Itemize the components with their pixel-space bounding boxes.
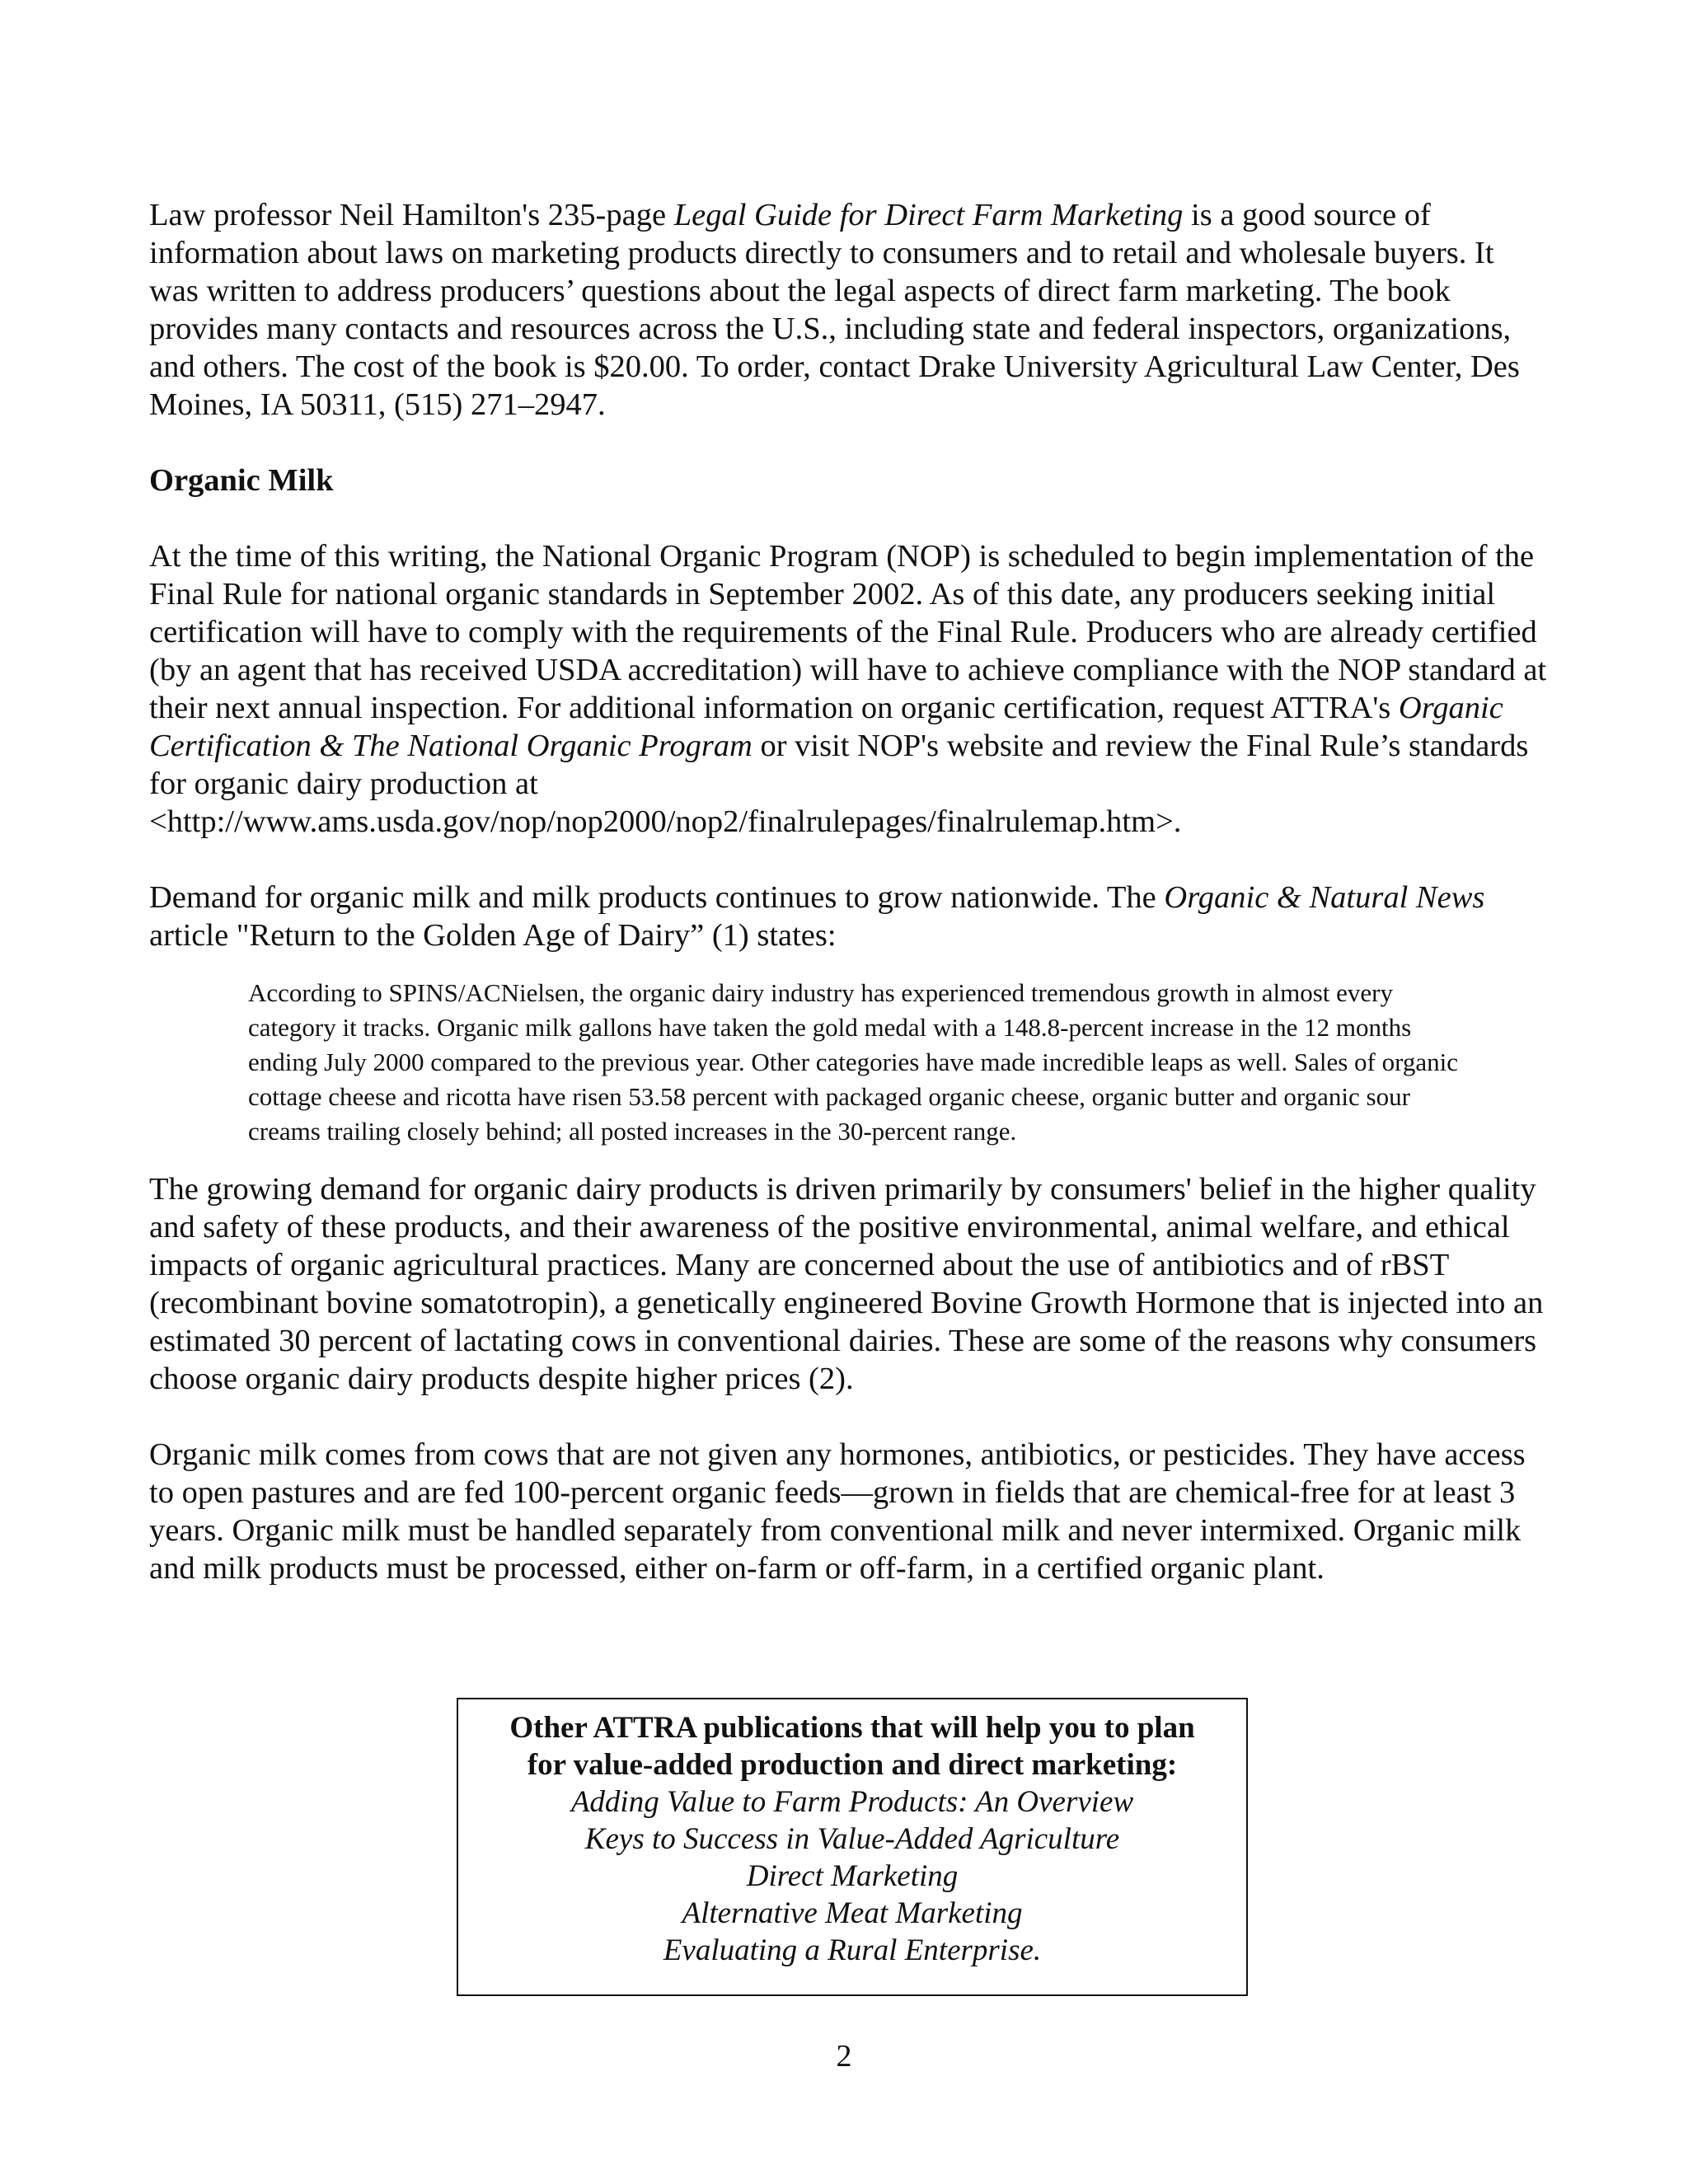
publication-item: Adding Value to Farm Products: An Overview — [570, 1785, 1134, 1819]
book-title: Legal Guide for Direct Farm Marketing — [673, 198, 1184, 232]
paragraph-text: is a good source of information about laws on marketing products directly to consumers and to retail and wholesale buyers. It was written to address producers’ questions about the legal aspects of direct farm marketing. The book provides many contacts and resources across the U.S., including state and federal inspectors, organizations, and others. The cost of the book is $20.00. To order, contact Drake University Agricultural Law Center, Des Moines, IA 50311, (515) 271–2947. — [149, 198, 1520, 422]
publication-item: Alternative Meat Marketing — [682, 1896, 1023, 1930]
page-number: 2 — [836, 2039, 852, 2074]
publication-item: Evaluating a Rural Enterprise. — [663, 1933, 1042, 1967]
box-title-line: Other ATTRA publications that will help you to plan — [509, 1711, 1195, 1745]
box-title-line: for value-added production and direct marketing: — [527, 1748, 1178, 1782]
paragraph-demand — [149, 879, 1550, 954]
paragraph-text: article "Return to the Golden Age of Dairy” (1) states: — [149, 918, 837, 953]
paragraph-text: Law professor Neil Hamilton's 235-page — [149, 198, 674, 232]
paragraph-text: or visit NOP's website and review the Final Rule’s standards for organic dairy production at — [149, 729, 1529, 801]
page-body — [149, 196, 1550, 1587]
nop-url-link[interactable]: <http://www.ams.usda.gov/nop/nop2000/nop2/finalrulepages/finalrulemap.htm>. — [149, 804, 1182, 839]
paragraph-text: At the time of this writing, the National Organic Program (NOP) is scheduled to begin implementation of the Final Rule for national organic standards in September 2002. As of this date, any producers seeking initial certification will have to comply with the requirements of the Final Rule. Producers who are already certified (by an agent that has received USDA accreditation) will have to achieve compliance with the NOP standard at their next annual inspection. For additional information on organic certification, request ATTRA's — [149, 539, 1547, 725]
publication-item: Direct Marketing — [746, 1859, 959, 1893]
paragraph-text: Demand for organic milk and milk products continues to grow nationwide. The — [149, 880, 1165, 915]
paragraph-growing-demand: The growing demand for organic dairy products is driven primarily by consumers' belief in the higher quality and safety of these products, and their awareness of the positive environmental, animal welfare, and ethical impacts of organic agricultural practices. Many are concerned about the use of antibiotics and of rBST (recombinant bovine somatotropin), a genetically engineered Bovine Growth Hormone that is injected into an estimated 30 percent of lactating cows in conventional dairies. These are some of the reasons why consumers choose organic dairy products despite higher prices (2). — [149, 1172, 1544, 1396]
related-publications-box — [457, 1698, 1248, 1996]
publication-item: Keys to Success in Value-Added Agriculture — [584, 1822, 1120, 1856]
block-quote: According to SPINS/ACNielsen, the organic dairy industry has experienced tremendous growth in almost every category it tracks. Organic milk gallons have taken the gold medal with a 148.8-percent increase in the 12 months ending July 2000 compared to the previous year. Other categories have made incredible leaps as well. Sales of organic cottage cheese and ricotta have risen 53.58 percent with packaged organic cheese, organic butter and organic sour creams trailing closely behind; all posted increases in the 30-percent range. — [248, 978, 1459, 1146]
paragraph-legal-guide — [149, 196, 1550, 424]
paragraph-nop — [149, 537, 1550, 841]
paragraph-organic-milk: Organic milk comes from cows that are not given any hormones, antibiotics, or pesticides. They have access to open pastures and are fed 100-percent organic feeds—grown in fields that are chemical-free for at least 3 years. Organic milk must be handled separately from conventional milk and never intermixed. Organic milk and milk products must be processed, either on-farm or off-farm, in a certified organic plant. — [149, 1437, 1526, 1586]
magazine-title: Organic & Natural News — [1164, 880, 1485, 915]
publication-title: Organic Certification & The National Organic Program — [149, 691, 1503, 763]
section-heading: Organic Milk — [149, 463, 334, 498]
